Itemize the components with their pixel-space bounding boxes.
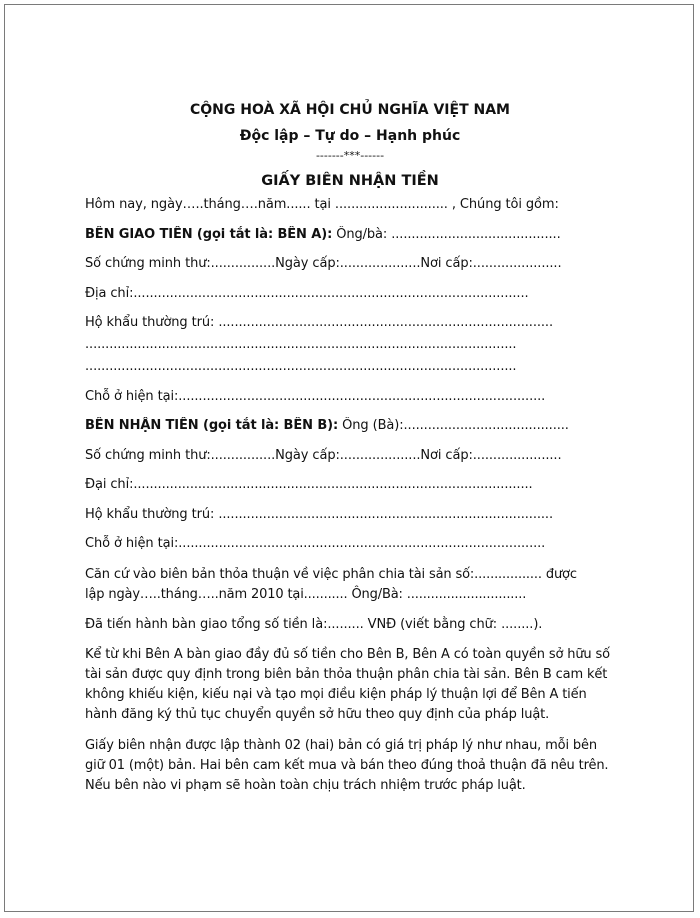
party-a-current: Chỗ ở hiện tại:...........................................................................................	[85, 388, 546, 404]
party-b-heading: BÊN NHẬN TIỀN (gọi tắt là: BÊN B):	[85, 418, 339, 433]
party-a-residence: Hộ khẩu thường trú: ...................................................................................	[85, 315, 553, 330]
party-a-name: Ông/bà: ..........................................	[332, 226, 561, 242]
paragraph-line: tài sản được quy định trong biên bản thỏa thuận phân chia tài sản. Bên B cam kết	[85, 667, 608, 682]
party-a-line	[85, 226, 615, 244]
paragraph-line: Nếu bên nào vi phạm sẽ hoàn toàn chịu trách nhiệm trước pháp luật.	[85, 778, 526, 793]
basis-line-1: Căn cứ vào biên bản thỏa thuận về việc phân chia tài sản số:................. được	[85, 566, 577, 582]
party-a-residence-cont-1: ...........................................................................................................	[85, 337, 517, 352]
party-b-line	[85, 417, 615, 435]
paragraph-line: giữ 01 (một) bản. Hai bên cam kết mua và bán theo đúng thoả thuận đã nêu trên.	[85, 758, 609, 773]
basis-paragraph	[85, 565, 615, 605]
paragraph-line: không khiếu kiện, kiếu nại và tạo mọi điều kiện pháp lý thuận lợi để Bên A tiến	[85, 687, 587, 702]
paragraph-line: Kể từ khi Bên A bàn giao đầy đủ số tiền cho Bên B, Bên A có toàn quyền sở hữu số	[85, 647, 610, 662]
basis-line-2: lập ngày…..tháng…..năm 2010 tại........... Ông/Bà: ..............................	[85, 586, 527, 602]
party-a-address: Địa chỉ:..................................................................................................	[85, 285, 529, 301]
party-b-current: Chỗ ở hiện tại:...........................................................................................	[85, 536, 546, 551]
party-a-heading: BÊN GIAO TIỀN (gọi tắt là: BÊN A):	[85, 226, 333, 242]
paragraph-line: hành đăng ký thủ tục chuyển quyền sở hữu theo quy định của pháp luật.	[85, 707, 550, 722]
party-b-address: Đại chỉ:...................................................................................................	[85, 477, 533, 492]
header-separator: -------***------	[315, 149, 385, 162]
party-b-residence: Hộ khẩu thường trú: ...................................................................................	[85, 506, 553, 522]
motto: Độc lập – Tự do – Hạnh phúc	[239, 128, 461, 144]
ownership-paragraph	[85, 645, 615, 725]
party-b-name: Ông (Bà):.........................................	[338, 418, 569, 433]
validity-paragraph	[85, 736, 615, 796]
national-title: CỘNG HOÀ XÃ HỘI CHỦ NGHĨA VIỆT NAM	[189, 102, 510, 118]
intro-line: Hôm nay, ngày…..tháng….năm...... tại ............................ , Chúng tôi gồm:	[85, 197, 559, 212]
document-title: GIẤY BIÊN NHẬN TIỀN	[261, 173, 439, 189]
party-b-id: Số chứng minh thư:................Ngày cấp:....................Nơi cấp:......................	[85, 447, 562, 463]
document-body	[85, 101, 615, 807]
handover-line: Đã tiến hành bàn giao tổng số tiền là:......... VNĐ (viết bằng chữ: ........).	[85, 616, 543, 632]
party-a-residence-cont-2: ...........................................................................................................	[85, 359, 517, 374]
paragraph-line: Giấy biên nhận được lập thành 02 (hai) bản có giá trị pháp lý như nhau, mỗi bên	[85, 738, 597, 753]
document-page	[4, 4, 694, 912]
party-a-id: Số chứng minh thư:................Ngày cấp:....................Nơi cấp:......................	[85, 256, 562, 271]
